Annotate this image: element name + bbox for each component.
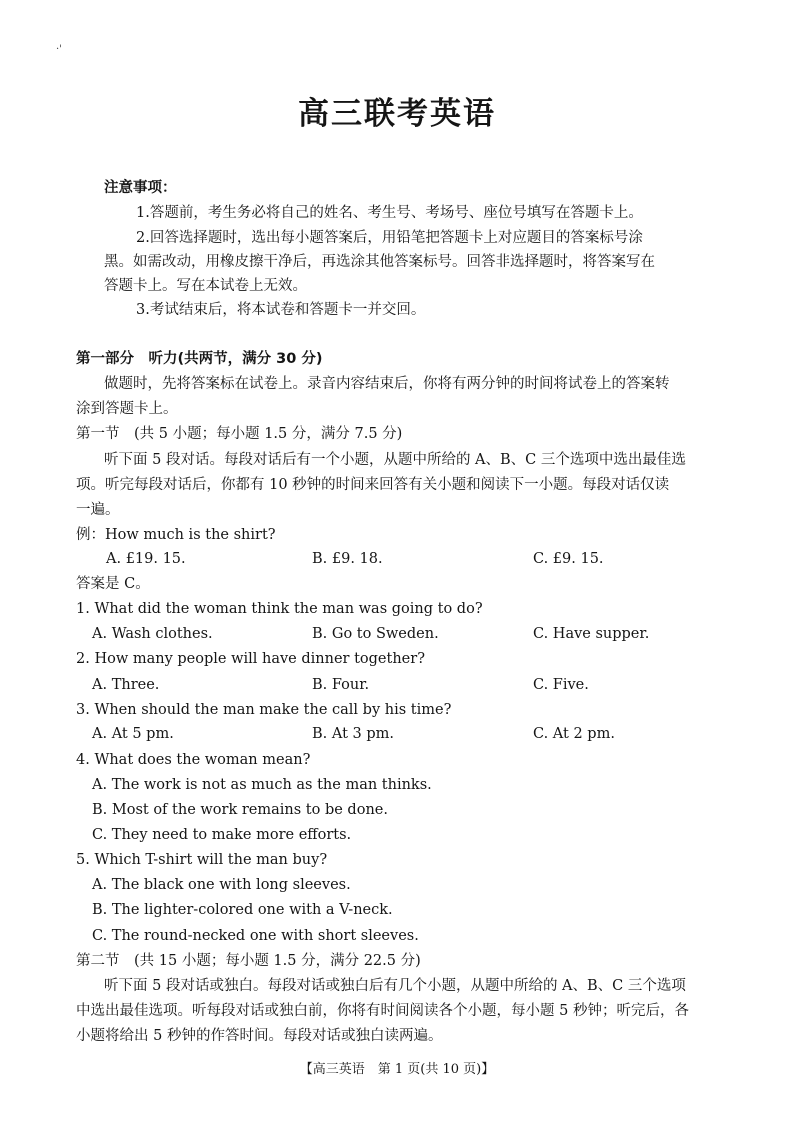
question-1-option-c: C. Have supper. [533,626,650,642]
notice-heading: 注意事项： [104,180,177,196]
notice-item-2-line-1: 2.回答选择题时，选出每小题答案后，用铅笔把答题卡上对应题目的答案标号涂 [136,230,643,246]
notice-item-3: 3.考试结束后，将本试卷和答题卡一并交回。 [136,302,426,318]
question-4-option-a: A. The work is not as much as the man thinks. [92,777,432,793]
part-1-intro-line-2: 涂到答题卡上。 [76,401,178,417]
question-1-option-b: B. Go to Sweden. [312,626,439,642]
section-1-intro-line-1: 听下面 5 段对话。每段对话后有一个小题，从题中所给的 A、B、C 三个选项中选出最佳选 [104,452,686,468]
section-1-heading: 第一节 (共 5 小题；每小题 1.5 分，满分 7.5 分) [76,426,403,442]
section-2-heading: 第二节 (共 15 小题；每小题 1.5 分，满分 22.5 分) [76,953,421,969]
example-answer: 答案是 C。 [76,576,150,592]
question-2-option-a: A. Three. [92,677,160,693]
question-4-option-c: C. They need to make more efforts. [92,827,352,843]
question-5-option-b: B. The lighter-colored one with a V-neck. [92,902,393,918]
question-3-option-c: C. At 2 pm. [533,726,615,742]
section-2-intro-line-3: 小题将给出 5 秒钟的作答时间。每段对话或独白读两遍。 [76,1028,443,1044]
question-2-option-c: C. Five. [533,677,589,693]
question-5: 5. Which T-shirt will the man buy? [76,852,328,868]
section-2-intro-line-2: 中选出最佳选项。听每段对话或独白前，你将有时间阅读各个小题，每小题 5 秒钟；听完后，各 [76,1003,689,1019]
notice-item-2-line-2: 黑。如需改动，用橡皮擦干净后，再选涂其他答案标号。回答非选择题时，将答案写在 [104,254,655,270]
example-option-b: B. £9. 18. [312,551,383,567]
section-1-intro-line-3: 一遍。 [76,502,120,518]
section-1-intro-line-2: 项。听完每段对话后，你都有 10 秒钟的时间来回答有关小题和阅读下一小题。每段对话仅读 [76,477,670,493]
example-option-a: A. £19. 15. [106,551,186,567]
notice-item-2-line-3: 答题卡上。写在本试卷上无效。 [104,278,307,294]
example-option-c: C. £9. 15. [533,551,604,567]
example-question: 例：How much is the shirt? [76,527,276,543]
question-1: 1. What did the woman think the man was going to do? [76,601,483,617]
question-4-option-b: B. Most of the work remains to be done. [92,802,388,818]
page-title: 高三联考英语 [298,96,496,132]
page-footer: 【高三英语 第 1 页(共 10 页)】 [299,1062,495,1077]
question-3-option-a: A. At 5 pm. [92,726,174,742]
section-2-intro-line-1: 听下面 5 段对话或独白。每段对话或独白后有几个小题，从题中所给的 A、B、C 三个选项 [104,978,686,994]
question-1-option-a: A. Wash clothes. [92,626,213,642]
question-2-option-b: B. Four. [312,677,370,693]
question-3: 3. When should the man make the call by his time? [76,702,452,718]
scan-mark: ·' [56,44,62,55]
question-5-option-c: C. The round-necked one with short sleeves. [92,928,419,944]
question-4: 4. What does the woman mean? [76,752,311,768]
part-1-intro-line-1: 做题时，先将答案标在试卷上。录音内容结束后，你将有两分钟的时间将试卷上的答案转 [104,376,670,392]
notice-item-1: 1.答题前，考生务必将自己的姓名、考生号、考场号、座位号填写在答题卡上。 [136,205,643,221]
question-3-option-b: B. At 3 pm. [312,726,395,742]
question-2: 2. How many people will have dinner together? [76,651,425,667]
part-1-heading: 第一部分 听力(共两节，满分 30 分) [76,351,323,367]
question-5-option-a: A. The black one with long sleeves. [92,877,351,893]
